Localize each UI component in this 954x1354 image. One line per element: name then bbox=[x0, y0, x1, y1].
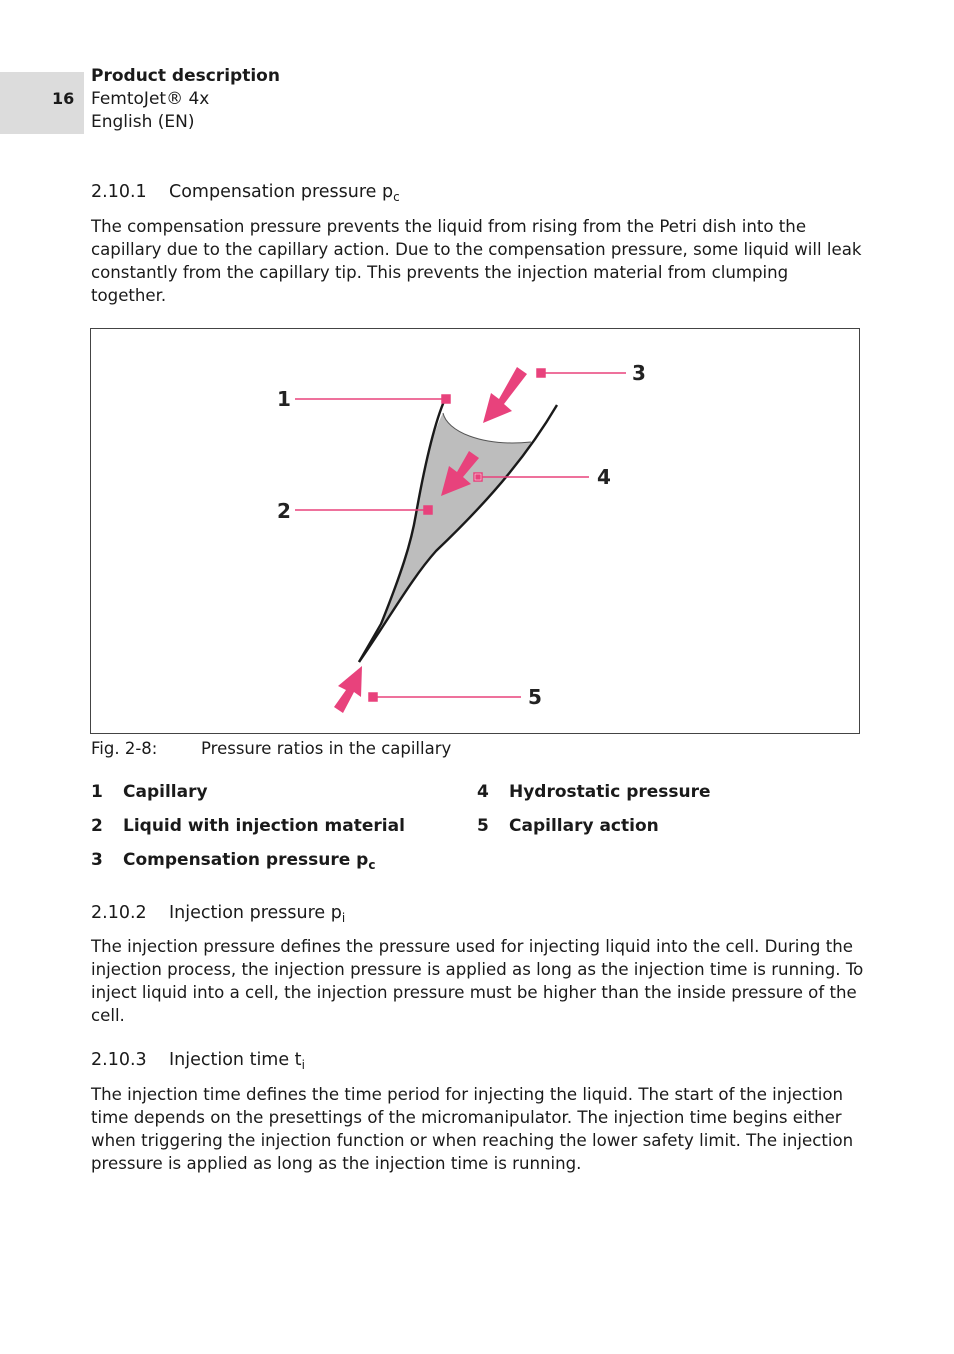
section-subscript: i bbox=[301, 1058, 305, 1072]
callout-marker-5 bbox=[369, 693, 377, 701]
callout-marker-2 bbox=[424, 506, 432, 514]
header-language: English (EN) bbox=[91, 112, 195, 132]
callout-number-3: 3 bbox=[632, 361, 646, 385]
figure-label: Fig. 2-8: bbox=[91, 739, 158, 758]
running-header bbox=[91, 65, 280, 134]
callout-marker-1 bbox=[442, 395, 450, 403]
legend-label: Compensation pressure p bbox=[123, 850, 369, 870]
legend-label: Capillary bbox=[123, 782, 208, 802]
legend-number: 2 bbox=[91, 816, 103, 836]
legend-label: Hydrostatic pressure bbox=[509, 782, 711, 802]
legend-label: Capillary action bbox=[509, 816, 659, 836]
callout-marker-3 bbox=[537, 369, 545, 377]
legend-item-5 bbox=[477, 816, 659, 836]
figure-capillary bbox=[90, 328, 860, 734]
header-section: Product description bbox=[91, 66, 280, 86]
section-title: Injection time t bbox=[169, 1050, 302, 1070]
legend-label: Liquid with injection material bbox=[123, 816, 405, 836]
legend-subscript: c bbox=[368, 858, 376, 872]
section-subscript: c bbox=[393, 190, 400, 204]
section-title: Injection pressure p bbox=[169, 903, 342, 923]
figure-caption-text: Pressure ratios in the capillary bbox=[201, 739, 452, 758]
injection-pressure-paragraph: The injection pressure defines the pressure used for injecting liquid into the cell. During the injection process, the injection pressure is applied as long as the injection time is running. To inject liquid into a cell, the injection pressure must be higher than the inside pressure of the cell. bbox=[91, 937, 864, 1025]
section-title: Compensation pressure p bbox=[169, 182, 394, 202]
section-heading-compensation bbox=[91, 182, 400, 204]
header-product: FemtoJet® 4x bbox=[91, 89, 210, 109]
legend-item-2 bbox=[91, 816, 405, 836]
capillary-diagram bbox=[91, 329, 861, 735]
legend-number: 3 bbox=[91, 850, 103, 870]
legend-item-1 bbox=[91, 782, 208, 802]
section-subscript: i bbox=[341, 911, 346, 925]
legend-number: 5 bbox=[477, 816, 489, 836]
page-number: 16 bbox=[52, 89, 75, 108]
legend-item-3 bbox=[91, 850, 375, 872]
section-number: 2.10.2 bbox=[91, 903, 147, 923]
arrow-capillary-action bbox=[334, 666, 362, 713]
figure-caption bbox=[91, 739, 451, 758]
callout-number-5: 5 bbox=[528, 685, 542, 709]
legend-number: 1 bbox=[91, 782, 103, 802]
section-heading-injection-time bbox=[91, 1050, 305, 1072]
section-number: 2.10.1 bbox=[91, 182, 147, 202]
arrow-compensation-pressure bbox=[483, 367, 527, 423]
callout-number-2: 2 bbox=[277, 499, 291, 523]
callout-number-4: 4 bbox=[597, 465, 611, 489]
legend-item-4 bbox=[477, 782, 711, 802]
section-number: 2.10.3 bbox=[91, 1050, 147, 1070]
legend-number: 4 bbox=[477, 782, 489, 802]
section-heading-injection-pressure bbox=[91, 903, 345, 925]
callout-number-1: 1 bbox=[277, 387, 291, 411]
compensation-paragraph: The compensation pressure prevents the liquid from rising from the Petri dish into the capillary due to the capillary action. Due to the compensation pressure, some liquid will leak constantly from the capillary tip. This prevents the injection material from clumping together. bbox=[91, 217, 862, 305]
injection-time-paragraph: The injection time defines the time period for injecting the liquid. The start of the injection time depends on the presettings of the micromanipulator. The injection time begins either when triggering the injection function or when reaching the lower safety limit. The injection pressure is applied as long as the injection time is running. bbox=[91, 1085, 854, 1173]
